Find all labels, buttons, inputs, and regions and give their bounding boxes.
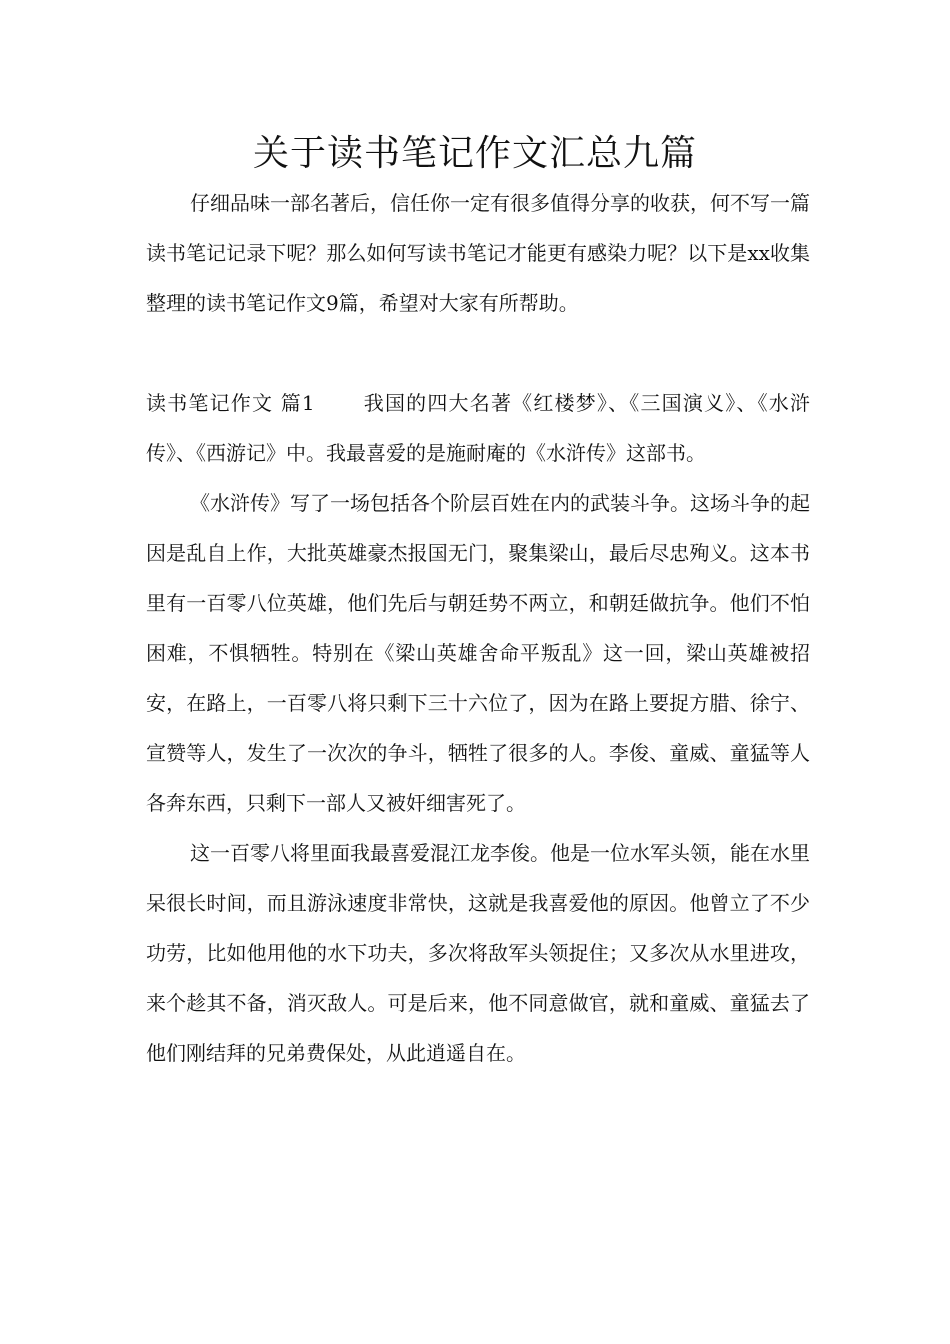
section-first-paragraph <box>146 378 810 478</box>
section-heading: 读书笔记作文 篇1 <box>146 391 315 415</box>
section-first-paragraph-text: 我国的四大名著《红楼梦》、《三国演义》、《水浒传》、《西游记》中。我最喜爱的是施耐庵的《水浒传》这部书。 <box>146 391 810 465</box>
body-paragraph: 《水浒传》写了一场包括各个阶层百姓在内的武装斗争。这场斗争的起因是乱自上作，大批英雄豪杰报国无门，聚集梁山，最后尽忠殉义。这本书里有一百零八位英雄，他们先后与朝廷势不两立，和朝廷做抗争。他们不怕困难，不惧牺牲。特别在《梁山英雄舍命平叛乱》这一回，梁山英雄被招安，在路上，一百零八将只剩下三十六位了，因为在路上要捉方腊、徐宁、宣赞等人，发生了一次次的争斗，牺牲了很多的人。李俊、童威、童猛等人各奔东西，只剩下一部人又被奸细害死了。 <box>146 491 810 815</box>
body-paragraph: 这一百零八将里面我最喜爱混江龙李俊。他是一位水军头领，能在水里呆很长时间，而且游泳速度非常快，这就是我喜爱他的原因。他曾立了不少功劳，比如他用他的水下功夫，多次将敌军头领捉住；又多次从水里进攻，来个趁其不备，消灭敌人。可是后来，他不同意做官，就和童威、童猛去了他们刚结拜的兄弟费保处，从此逍遥自在。 <box>146 841 810 1065</box>
intro-paragraph: 仔细品味一部名著后，信任你一定有很多值得分享的收获，何不写一篇读书笔记记录下呢？那么如何写读书笔记才能更有感染力呢？以下是xx收集整理的读书笔记作文9篇，希望对大家有所帮助。 <box>146 191 810 315</box>
paragraph-spacer <box>146 328 810 378</box>
document-title: 关于读书笔记作文汇总九篇 <box>252 133 697 174</box>
document-body <box>146 178 810 1078</box>
